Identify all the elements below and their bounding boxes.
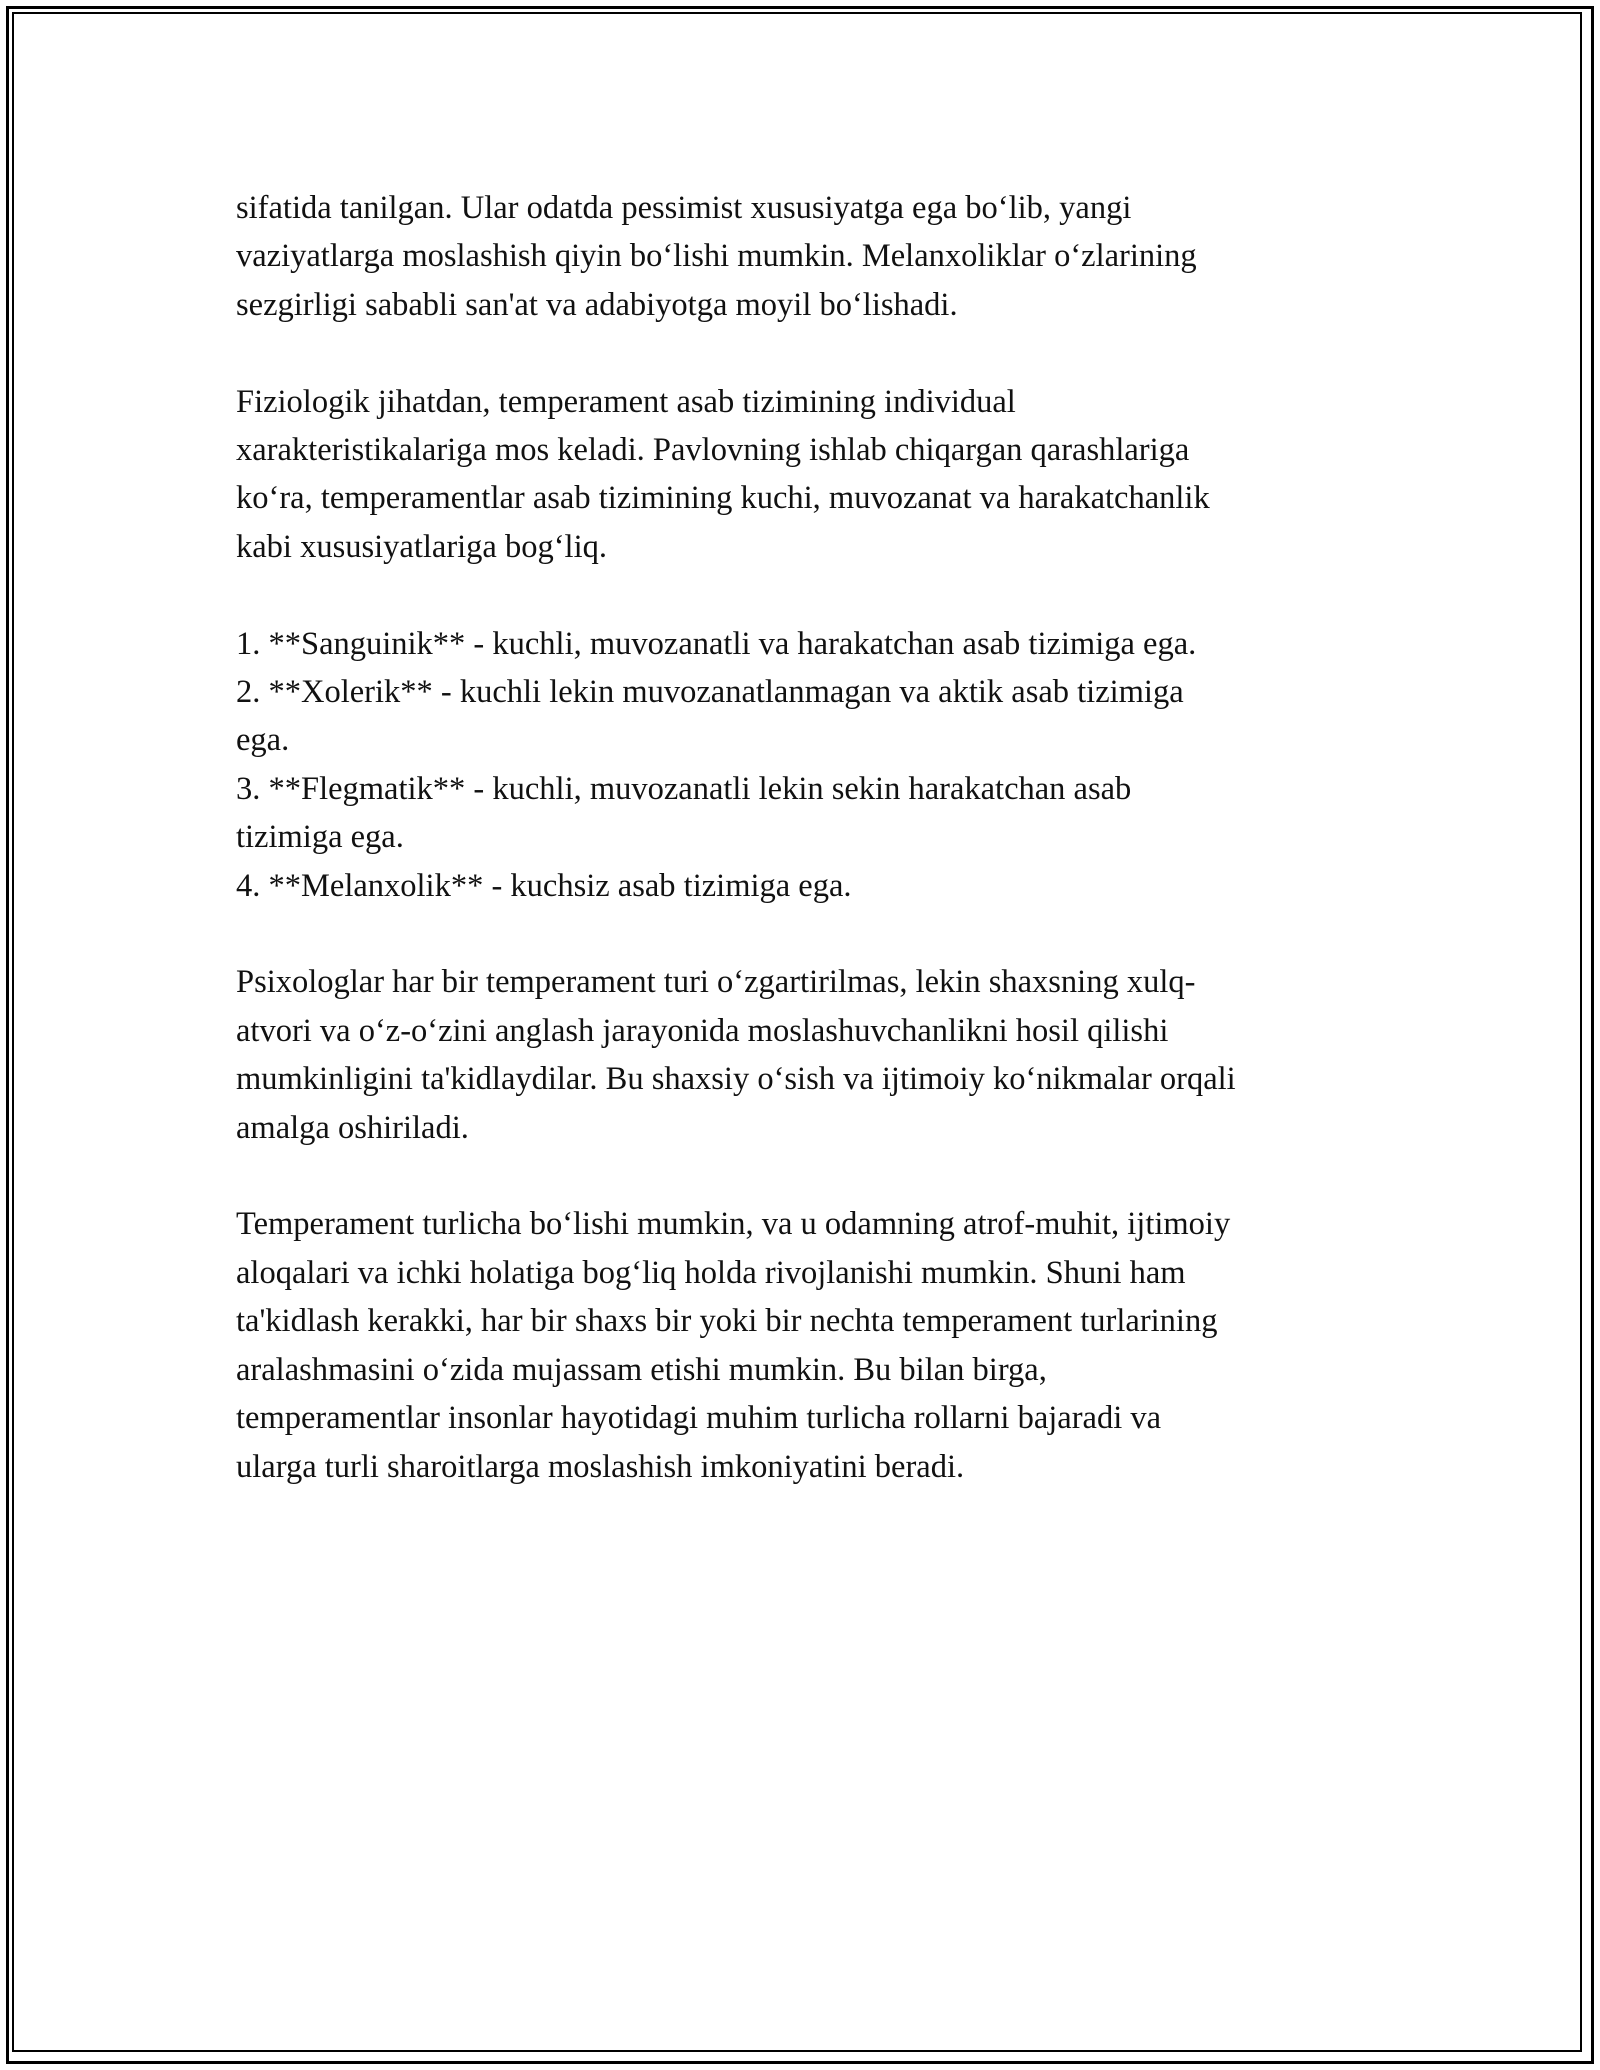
text-line: kabi xususiyatlariga bog‘liq. [236,528,607,565]
text-line: atvori va o‘z-o‘zini anglash jarayonida moslashuvchanlikni hosil qilishi [236,1012,1169,1049]
text-line: sezgirligi sababli san'at va adabiyotga moyil bo‘lishadi. [236,286,958,323]
text-line: sifatida tanilgan. Ular odatda pessimist xususiyatga ega bo‘lib, yangi [236,190,1132,226]
text-line: Psixologlar har bir temperament turi o‘zgartirilmas, lekin shaxsning xulq- [236,964,1196,1001]
paragraph-physiology [236,378,1396,572]
temperament-types-list [236,620,1396,910]
text-line: xarakteristikalariga mos keladi. Pavlovning ishlab chiqargan qarashlariga [236,432,1190,469]
paragraph-psychologists [236,958,1396,1152]
text-line: vaziyatlarga moslashish qiyin bo‘lishi mumkin. Melanxoliklar o‘zlarining [236,238,1197,275]
text-line: mumkinligini ta'kidlaydilar. Bu shaxsiy o‘sish va ijtimoiy ko‘nikmalar orqali [236,1061,1236,1098]
paragraph-conclusion [236,1200,1396,1490]
list-item: 2. **Xolerik** - kuchli lekin muvozanatlanmagan va aktik asab tizimiga [236,674,1184,711]
text-line: Fiziologik jihatdan, temperament asab tizimining individual [236,383,1016,420]
text-line: amalga oshiriladi. [236,1109,469,1146]
text-line: aloqalari va ichki holatiga bog‘liq holda rivojlanishi mumkin. Shuni ham [236,1254,1186,1291]
list-item: 3. **Flegmatik** - kuchli, muvozanatli lekin sekin harakatchan asab [236,770,1132,807]
list-item: 4. **Melanxolik** - kuchsiz asab tizimiga ega. [236,867,852,904]
list-item: 1. **Sanguinik** - kuchli, muvozanatli va harakatchan asab tizimiga ega. [236,625,1197,662]
text-line: ta'kidlash kerakki, har bir shaxs bir yoki bir nechta temperament turlarining [236,1303,1218,1340]
document-body [236,184,1396,1539]
text-line: aralashmasini o‘zida mujassam etishi mumkin. Bu bilan birga, [236,1351,1047,1388]
text-line: Temperament turlicha bo‘lishi mumkin, va u odamning atrof-muhit, ijtimoiy [236,1206,1231,1243]
text-line: temperamentlar insonlar hayotidagi muhim turlicha rollarni bajaradi va [236,1400,1162,1437]
text-line: ularga turli sharoitlarga moslashish imkoniyatini beradi. [236,1448,965,1485]
paragraph-melancholic-description [236,184,1396,329]
list-item: tizimiga ega. [236,819,404,856]
text-line: ko‘ra, temperamentlar asab tizimining kuchi, muvozanat va harakatchanlik [236,480,1210,517]
list-item: ega. [236,722,290,759]
